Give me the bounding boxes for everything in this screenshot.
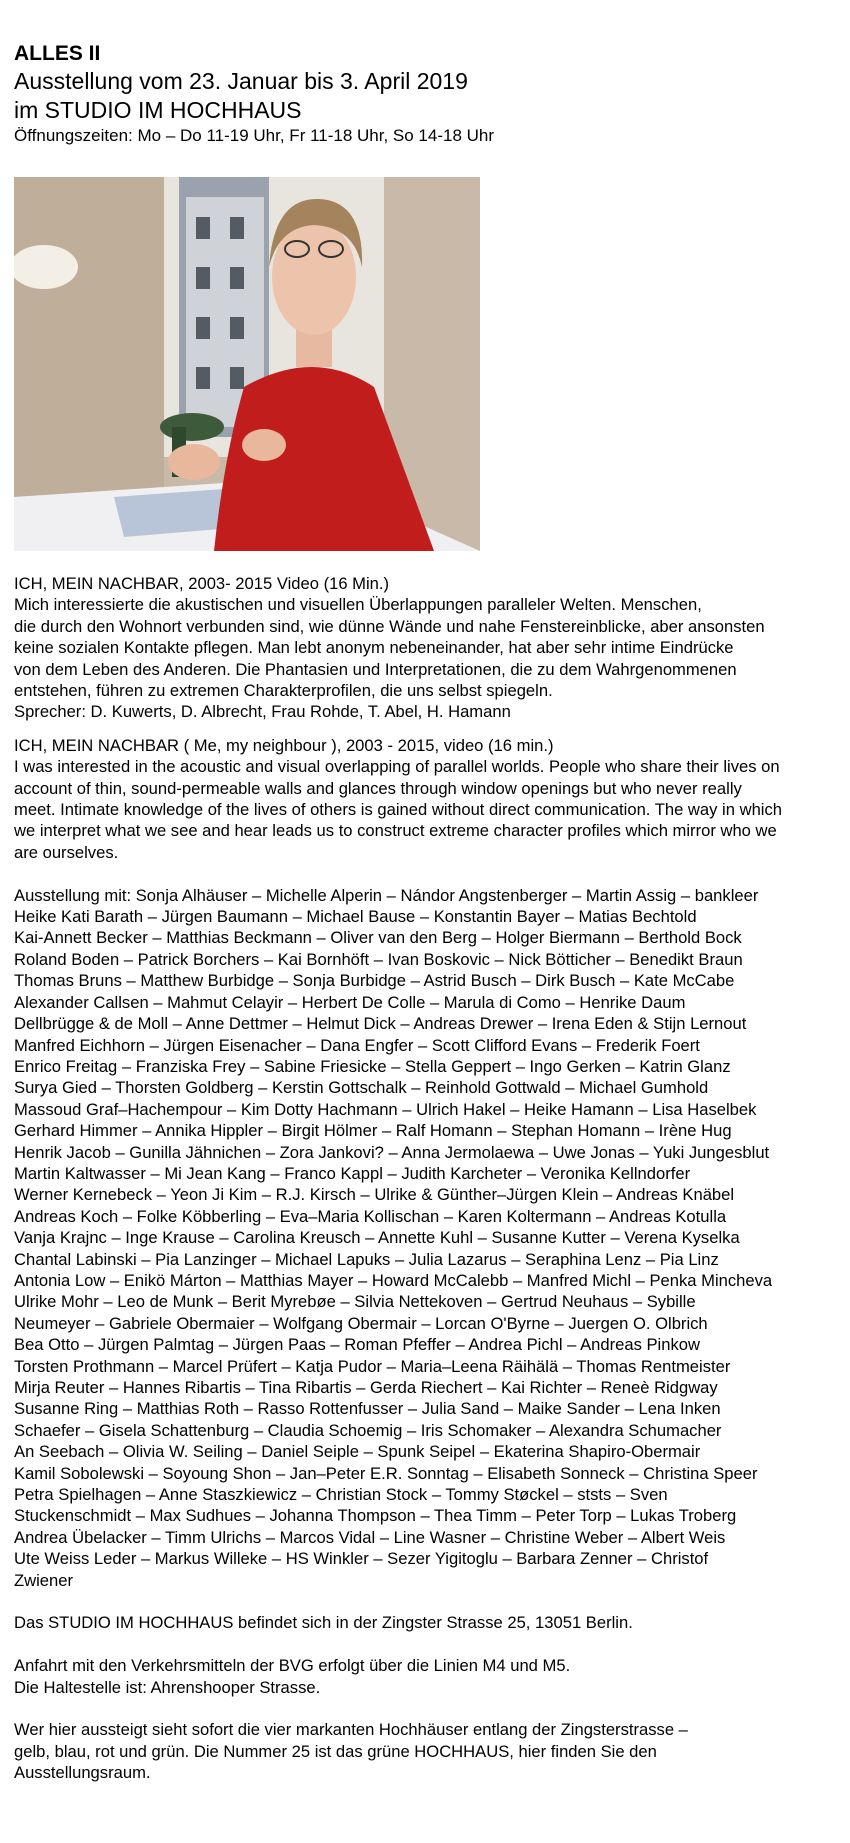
artist-line: Ute Weiss Leder – Markus Willeke – HS Winkler – Sezer Yigitoglu – Barbara Zenner – Christof: [14, 1549, 709, 1569]
artist-line: Martin Kaltwasser – Mi Jean Kang – Franco Kappl – Judith Karcheter – Veronika Kellndorfer: [14, 1163, 691, 1183]
english-line: account of thin, sound-permeable walls and glances through window openings but who never really: [14, 778, 742, 798]
artist-line: Surya Gied – Thorsten Goldberg – Kerstin Gottschalk – Reinhold Gottwald – Michael Gumhold: [14, 1078, 709, 1098]
artist-line: Stuckenschmidt – Max Sudhues – Johanna Thompson – Thea Timm – Peter Torp – Lukas Troberg: [14, 1506, 737, 1526]
german-line: Sprecher: D. Kuwerts, D. Albrecht, Frau Rohde, T. Abel, H. Hamann: [14, 702, 511, 722]
artist-line: Andreas Koch – Folke Köbberling – Eva–Maria Kollischan – Karen Koltermann – Andreas Kotulla: [14, 1206, 727, 1226]
opening-hours: Öffnungszeiten: Mo – Do 11-19 Uhr, Fr 11-18 Uhr, So 14-18 Uhr: [14, 126, 495, 145]
transport-line: Die Haltestelle ist: Ahrenshooper Strasse.: [14, 1677, 321, 1697]
artist-line: An Seebach – Olivia W. Seiling – Daniel Seiple – Spunk Seipel – Ekaterina Shapiro-Obermair: [14, 1442, 701, 1462]
english-line: we interpret what we see and hear leads us to construct extreme character profiles which mirror who we: [14, 821, 777, 841]
english-line: meet. Intimate knowledge of the lives of others is gained without direct communication. The way in which: [14, 800, 783, 820]
artist-line: Petra Spielhagen – Anne Staszkiewicz – Christian Stock – Tommy Støckel – ststs – Sven: [14, 1485, 668, 1505]
german-line: von dem Leben des Anderen. Die Phantasien und Interpretationen, die zu dem Wahrgenommenen: [14, 659, 737, 679]
artist-line: Roland Boden – Patrick Borchers – Kai Bornhöft – Ivan Boskovic – Nick Bötticher – Benedikt Braun: [14, 949, 743, 969]
artist-line: Andrea Übelacker – Timm Ulrichs – Marcos Vidal – Line Wasner – Christine Weber – Albert Weis: [14, 1527, 726, 1547]
exhibition-dates: Ausstellung vom 23. Januar bis 3. April 2019: [14, 68, 468, 94]
directions-line: Wer hier aussteigt sieht sofort die vier markanten Hochhäuser entlang der Zingsterstrasse –: [14, 1720, 688, 1740]
artist-line: Alexander Callsen – Mahmut Celayir – Herbert De Colle – Marula di Como – Henrike Daum: [14, 992, 686, 1012]
german-line: entstehen, führen zu extremen Charakterprofilen, die uns selbst spiegeln.: [14, 681, 553, 701]
video-still-photo: [14, 177, 480, 551]
artist-line: Bea Otto – Jürgen Palmtag – Jürgen Paas – Roman Pfeffer – Andrea Pichl – Andreas Pinkow: [14, 1335, 700, 1355]
artist-line: Dellbrügge & de Moll – Anne Dettmer – Helmut Dick – Andreas Drewer – Irena Eden & Stijn Lernout: [14, 1014, 747, 1034]
artist-line: Antonia Low – Enikö Márton – Matthias Mayer – Howard McCalebb – Manfred Michl – Penka Mincheva: [14, 1270, 773, 1290]
artist-line: Kai-Annett Becker – Matthias Beckmann – Oliver van den Berg – Holger Biermann – Berthold Bock: [14, 928, 742, 948]
artist-line: Zwiener: [14, 1570, 74, 1590]
english-description: [14, 735, 844, 863]
artist-line: Thomas Bruns – Matthew Burbidge – Sonja Burbidge – Astrid Busch – Dirk Busch – Kate McCabe: [14, 971, 735, 991]
german-line: ICH, MEIN NACHBAR, 2003- 2015 Video (16 Min.): [14, 574, 390, 593]
venue-address: Das STUDIO IM HOCHHAUS befindet sich in der Zingster Strasse 25, 13051 Berlin.: [14, 1613, 633, 1633]
artist-line: Enrico Freitag – Franziska Frey – Sabine Friesicke – Stella Geppert – Ingo Gerken – Katrin Glanz: [14, 1056, 731, 1076]
artist-line: Henrik Jacob – Gunilla Jähnichen – Zora Jankovi? – Anna Jermolaewa – Uwe Jonas – Yuki Jungesblut: [14, 1142, 770, 1162]
artist-list: [14, 885, 844, 1591]
english-line: ICH, MEIN NACHBAR ( Me, my neighbour ), 2003 - 2015, video (16 min.): [14, 735, 554, 755]
transport-info: [14, 1655, 844, 1698]
artist-line: Werner Kernebeck – Yeon Ji Kim – R.J. Kirsch – Ulrike & Günther–Jürgen Klein – Andreas Knäbel: [14, 1185, 735, 1205]
german-line: Mich interessierte die akustischen und visuellen Überlappungen paralleler Welten. Menschen,: [14, 595, 702, 615]
artist-line: Susanne Ring – Matthias Roth – Rasso Rottenfusser – Julia Sand – Maike Sander – Lena Inken: [14, 1399, 721, 1419]
artist-line: Schaefer – Gisela Schattenburg – Claudia Schoemig – Iris Schomaker – Alexandra Schumacher: [14, 1420, 722, 1440]
artist-line: Ausstellung mit: Sonja Alhäuser – Michelle Alperin – Nándor Angstenberger – Martin Assig – bankleer: [14, 885, 759, 905]
artist-line: Chantal Labinski – Pia Lanzinger – Michael Lapuks – Julia Lazarus – Seraphina Lenz – Pia Linz: [14, 1249, 719, 1269]
german-line: keine sozialen Kontakte pflegen. Man lebt anonym nebeneinander, hat aber sehr intime Eindrücke: [14, 638, 734, 658]
exhibition-title: ALLES II: [14, 42, 101, 65]
artist-line: Torsten Prothmann – Marcel Prüfert – Katja Pudor – Maria–Leena Räihälä – Thomas Rentmeister: [14, 1356, 731, 1376]
document: [14, 40, 844, 1784]
artist-line: Heike Kati Barath – Jürgen Baumann – Michael Bause – Konstantin Bayer – Matias Bechtold: [14, 907, 697, 927]
artist-line: Ulrike Mohr – Leo de Munk – Berit Myrebøe – Silvia Nettekoven – Gertrud Neuhaus – Sybille: [14, 1292, 696, 1312]
english-line: are ourselves.: [14, 842, 119, 862]
artist-line: Mirja Reuter – Hannes Ribartis – Tina Ribartis – Gerda Riechert – Kai Richter – Reneè Ridgway: [14, 1378, 718, 1398]
artist-line: Manfred Eichhorn – Jürgen Eisenacher – Dana Engfer – Scott Clifford Evans – Frederik Foert: [14, 1035, 700, 1055]
artist-line: Kamil Sobolewski – Soyoung Shon – Jan–Peter E.R. Sonntag – Elisabeth Sonneck – Christina Speer: [14, 1463, 758, 1483]
transport-line: Anfahrt mit den Verkehrsmitteln der BVG erfolgt über die Linien M4 und M5.: [14, 1656, 571, 1676]
artist-line: Massoud Graf–Hachempour – Kim Dotty Hachmann – Ulrich Hakel – Heike Hamann – Lisa Haselbek: [14, 1099, 757, 1119]
exhibition-venue: im STUDIO IM HOCHHAUS: [14, 97, 302, 123]
artist-line: Neumeyer – Gabriele Obermaier – Wolfgang Obermair – Lorcan O'Byrne – Juergen O. Olbrich: [14, 1313, 708, 1333]
german-line: die durch den Wohnort verbunden sind, wie dünne Wände und nahe Fenstereinblicke, aber ansonsten: [14, 616, 765, 636]
english-line: I was interested in the acoustic and visual overlapping of parallel worlds. People who share their lives on: [14, 757, 780, 777]
directions-info: [14, 1719, 844, 1783]
directions-line: gelb, blau, rot und grün. Die Nummer 25 ist das grüne HOCHHAUS, hier finden Sie den: [14, 1741, 657, 1761]
artist-line: Gerhard Himmer – Annika Hippler – Birgit Hölmer – Ralf Homann – Stephan Homann – Irène Hug: [14, 1121, 732, 1141]
artist-line: Vanja Krajnc – Inge Krause – Carolina Kreusch – Annette Kuhl – Susanne Kutter – Verena Kyselka: [14, 1228, 740, 1248]
german-description: [14, 573, 844, 723]
directions-line: Ausstellungsraum.: [14, 1763, 151, 1783]
